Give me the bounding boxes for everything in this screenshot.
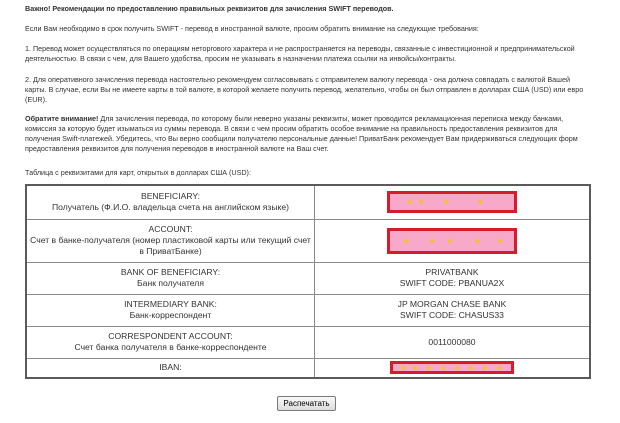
intermediary-bank-name: JP MORGAN CHASE BANK — [397, 299, 507, 309]
notice-point-2: 2. Для оперативного зачисления перевода настоятельно рекомендуем согласовывать с отправителем валюту перевода - она должна совпадать с валютой Вашей карты. В случае, если Вы не имеете карты в той валюте, в которой желаете получить перевод, желательно, чтобы он был отправлен в долларах США (USD) или евро (EUR). — [25, 75, 584, 104]
table-row-iban — [26, 358, 590, 378]
print-button[interactable]: Распечатать — [277, 396, 336, 411]
intermediary-label-cell — [26, 294, 315, 326]
attention-label: Обратите внимание! — [25, 114, 99, 123]
account-value-cell — [315, 219, 591, 262]
table-caption: Таблица с реквизитами для карт, открытых в долларах США (USD): — [25, 168, 251, 177]
beneficiary-label-ru: Получатель (Ф.И.О. владельца счета на английском языке) — [51, 202, 290, 213]
beneficiary-label-cell — [26, 185, 315, 219]
notice-title: Важно! Рекомендации по предоставлению правильных реквизитов для зачисления SWIFT переводов. — [25, 4, 394, 13]
beneficiary-label-en: BENEFICIARY: — [140, 191, 201, 202]
account-label-ru: Счет в банке-получателя (номер пластиковой карты или текущий счет в ПриватБанке) — [30, 235, 311, 256]
bank-label-cell — [26, 262, 315, 294]
intermediary-value-cell — [315, 294, 591, 326]
bank-label-en: BANK OF BENEFICIARY: — [120, 267, 221, 277]
correspondent-value-cell — [315, 326, 591, 358]
correspondent-account-number: 0011000080 — [428, 336, 476, 347]
bank-value-cell — [315, 262, 591, 294]
iban-label-cell — [26, 358, 315, 378]
account-label-en: ACCOUNT: — [148, 224, 193, 234]
correspondent-label-ru: Счет банка получателя в банке-корреспонденте — [74, 342, 267, 352]
bank-label-ru: Банк получателя — [137, 278, 204, 288]
correspondent-label-cell — [26, 326, 315, 358]
iban-redaction — [390, 361, 514, 374]
table-row-beneficiary — [26, 185, 590, 219]
table-row-bank-of-beneficiary — [26, 262, 590, 294]
intermediary-swift-code: SWIFT CODE: CHASUS33 — [400, 310, 504, 320]
table-row-correspondent-account — [26, 326, 590, 358]
intermediary-label-ru: Банк-корреспондент — [129, 310, 212, 320]
attention-text: Для зачисления перевода, по которому были неверно указаны реквизиты, может проводится рекламационная переписка между банками, комиссия за которую будет изыматься из суммы перевода. В связи с чем просим обратить особое внимание на правильность предоставления реквизитов для получения Swift-платежей. Убедитесь, что Вы верно сообщили получателю персональные данные! ПриватБанк рекомендует Вам придерживаться следующих форм предоставления реквизитов для получения переводов в иностранной валюте на Ваш счет. — [25, 114, 578, 153]
beneficiary-value-cell — [315, 185, 591, 219]
bank-name: PRIVATBANK — [425, 267, 479, 277]
iban-label: IBAN: — [159, 362, 182, 373]
intermediary-label-en: INTERMEDIARY BANK: — [124, 299, 217, 309]
notice-intro: Если Вам необходимо в срок получить SWIFT - перевод в иностранной валюте, просим обратить внимание на следующие требования: — [25, 24, 479, 33]
table-row-intermediary-bank — [26, 294, 590, 326]
account-redaction — [387, 228, 517, 254]
iban-value-cell — [315, 358, 591, 378]
notice-point-1: 1. Перевод может осуществляться по операциям неторгового характера и не распространяется на переводы, связанные с инвестиционной и предпринимательской деятельностью. В связи с чем, для Вашего удобства, просим не указывать в назначении платежа ссылки на инвойсы/контракты. — [25, 44, 575, 63]
bank-swift-code: SWIFT CODE: PBANUA2X — [399, 278, 505, 288]
table-row-account — [26, 219, 590, 262]
account-label-cell — [26, 219, 315, 262]
requisites-table — [25, 184, 591, 379]
notice-attention — [25, 114, 591, 154]
correspondent-label-en: CORRESPONDENT ACCOUNT: — [108, 331, 233, 341]
beneficiary-redaction — [387, 191, 517, 213]
